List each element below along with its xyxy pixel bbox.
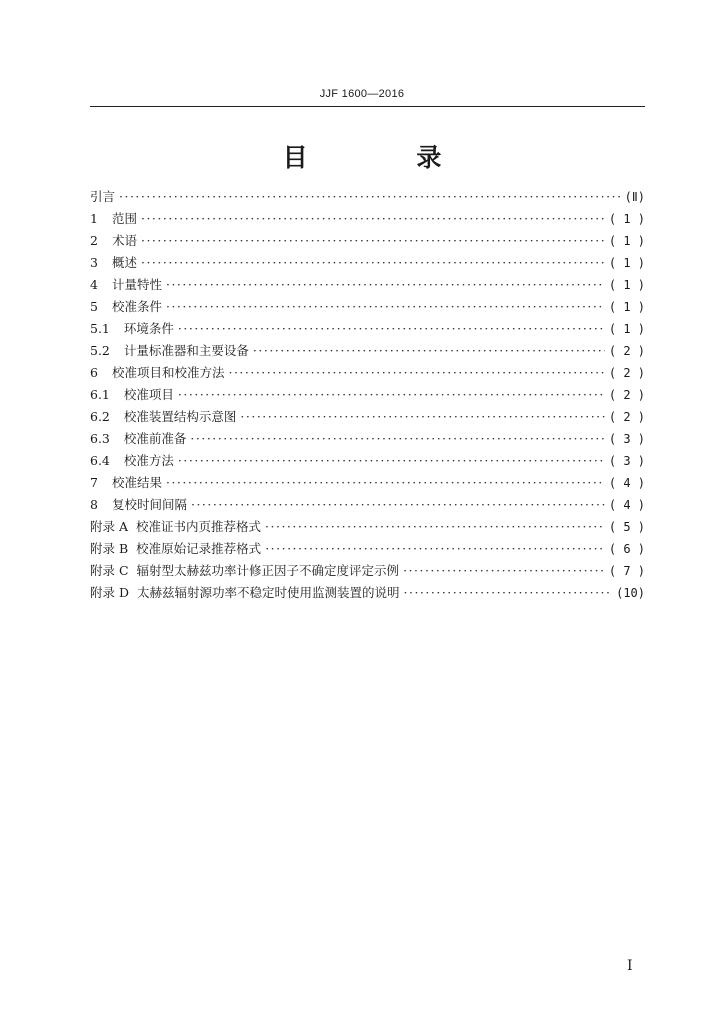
entry-number: 6.4 [90, 453, 110, 468]
entry-title: 引言 [90, 189, 116, 204]
toc-entry[interactable] [90, 472, 645, 494]
entry-number: 2 [90, 233, 98, 248]
entry-number: 6.1 [90, 387, 110, 402]
entry-number: 7 [90, 475, 98, 490]
entry-title: 环境条件 [123, 321, 174, 336]
dot-leader [178, 450, 605, 472]
toc-title: 目 录 [282, 143, 492, 172]
toc-entry[interactable] [90, 318, 645, 340]
table-of-contents [90, 186, 645, 604]
entry-number: 5 [90, 299, 98, 314]
entry-title: 校准项目和校准方法 [111, 365, 225, 380]
toc-entry[interactable] [90, 450, 645, 472]
toc-entry[interactable] [90, 494, 645, 516]
entry-page: ( 1 ) [608, 212, 645, 226]
entry-number: 4 [90, 277, 98, 292]
dot-leader [178, 318, 605, 340]
entry-title: 校准方法 [123, 453, 174, 468]
entry-number: 附录 B [90, 541, 129, 556]
dot-leader [141, 208, 605, 230]
entry-number: 6.3 [90, 431, 110, 446]
entry-number: 附录 C [90, 563, 129, 578]
entry-number: 6 [90, 365, 98, 380]
entry-page: ( 7 ) [608, 564, 645, 578]
toc-entry[interactable] [90, 406, 645, 428]
entry-title: 校准项目 [123, 387, 174, 402]
dot-leader [166, 296, 605, 318]
entry-page: ( 4 ) [608, 498, 645, 512]
entry-page: ( 2 ) [608, 344, 645, 358]
entry-number: 1 [90, 211, 98, 226]
entry-page: (10) [616, 586, 645, 600]
dot-leader [166, 472, 605, 494]
entry-page: ( 3 ) [608, 454, 645, 468]
entry-page: ( 3 ) [608, 432, 645, 446]
entry-page: (Ⅱ) [624, 190, 645, 204]
entry-page: ( 1 ) [608, 300, 645, 314]
entry-title: 计量标准器和主要设备 [123, 343, 249, 358]
toc-entry[interactable] [90, 252, 645, 274]
entry-number: 5.2 [90, 343, 110, 358]
entry-number: 6.2 [90, 409, 110, 424]
toc-entry[interactable] [90, 538, 645, 560]
entry-page: ( 2 ) [608, 388, 645, 402]
dot-leader [403, 560, 605, 582]
entry-title: 校准前准备 [123, 431, 187, 446]
entry-page: ( 1 ) [608, 234, 645, 248]
entry-title: 校准原始记录推荐格式 [136, 541, 262, 556]
entry-page: ( 1 ) [608, 256, 645, 270]
entry-title: 校准证书内页推荐格式 [136, 519, 262, 534]
entry-title: 概述 [111, 255, 137, 270]
dot-leader [190, 428, 604, 450]
entry-number: 8 [90, 497, 98, 512]
entry-page: ( 4 ) [608, 476, 645, 490]
toc-entry[interactable] [90, 582, 645, 604]
toc-entry[interactable] [90, 516, 645, 538]
entry-title: 辐射型太赫兹功率计修正因子不确定度评定示例 [136, 563, 400, 578]
dot-leader [265, 538, 605, 560]
dot-leader [240, 406, 604, 428]
dot-leader [141, 252, 605, 274]
toc-entry[interactable] [90, 384, 645, 406]
toc-entry[interactable] [90, 560, 645, 582]
toc-entry[interactable] [90, 362, 645, 384]
entry-page: ( 2 ) [608, 366, 645, 380]
dot-leader [166, 274, 605, 296]
dot-leader [228, 362, 604, 384]
entry-title: 计量特性 [111, 277, 162, 292]
dot-leader [191, 494, 605, 516]
entry-page: ( 5 ) [608, 520, 645, 534]
entry-title: 范围 [111, 211, 137, 226]
entry-number: 5.1 [90, 321, 110, 336]
dot-leader [253, 340, 605, 362]
toc-entry[interactable] [90, 186, 645, 208]
entry-title: 术语 [111, 233, 137, 248]
toc-entry[interactable] [90, 274, 645, 296]
document-code: JJF 1600—2016 [319, 88, 405, 100]
toc-entry[interactable] [90, 340, 645, 362]
entry-page: ( 6 ) [608, 542, 645, 556]
entry-number: 附录 D [90, 585, 129, 600]
toc-entry[interactable] [90, 428, 645, 450]
dot-leader [404, 582, 613, 604]
entry-page: ( 1 ) [608, 278, 645, 292]
entry-title: 复校时间间隔 [111, 497, 187, 512]
entry-title: 太赫兹辐射源功率不稳定时使用监测装置的说明 [137, 585, 400, 600]
dot-leader [119, 186, 621, 208]
entry-title: 校准条件 [111, 299, 162, 314]
entry-page: ( 1 ) [608, 322, 645, 336]
dot-leader [141, 230, 605, 252]
page-number: Ⅰ [627, 958, 633, 974]
entry-number: 附录 A [90, 519, 129, 534]
dot-leader [265, 516, 605, 538]
entry-title: 校准装置结构示意图 [123, 409, 237, 424]
toc-entry[interactable] [90, 208, 645, 230]
entry-number: 3 [90, 255, 98, 270]
dot-leader [178, 384, 605, 406]
entry-page: ( 2 ) [608, 410, 645, 424]
header-rule [90, 106, 645, 107]
entry-title: 校准结果 [111, 475, 162, 490]
toc-entry[interactable] [90, 230, 645, 252]
toc-entry[interactable] [90, 296, 645, 318]
